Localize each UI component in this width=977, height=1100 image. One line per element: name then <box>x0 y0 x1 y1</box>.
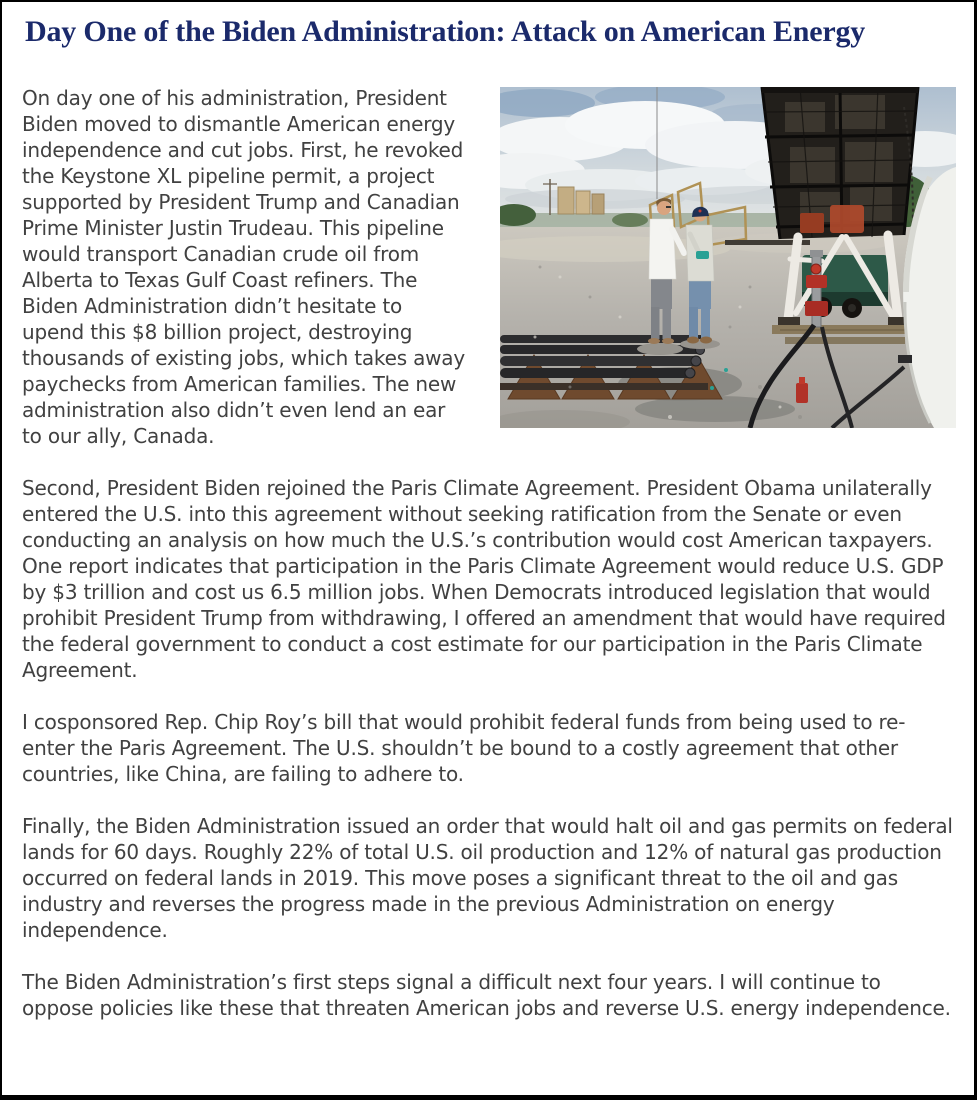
oil-rig-photo-illustration <box>500 87 956 428</box>
page-title: Day One of the Biden Administration: Attack on American Energy <box>25 15 866 48</box>
paragraph-conclusion: The Biden Administration’s first steps signal a difficult next four years. I will continue to oppose policies like these that threaten American jobs and reverse U.S. energy independence. <box>22 969 951 1020</box>
intro-section <box>22 85 956 449</box>
paragraph-chip-roy-bill: I cosponsored Rep. Chip Roy’s bill that would prohibit federal funds from being used to re-enter the Paris Agreement. The U.S. shouldn’t be bound to a costly agreement that other countries, like China, are failing to adhere to. <box>22 709 906 786</box>
paragraph-paris-agreement: Second, President Biden rejoined the Paris Climate Agreement. President Obama unilaterally entered the U.S. into this agreement without seeking ratification from the Senate or even conducting an analysis on how much the U.S.’s contribution would cost American taxpayers. One report indicates that participation in the Paris Climate Agreement would reduce U.S. GDP by $3 trillion and cost us 6.5 million jobs. When Democrats introduced legislation that would prohibit President Trump from withdrawing, I offered an amendment that would have required the federal government to conduct a cost estimate for our participation in the Paris Climate Agreement. <box>22 475 946 682</box>
paragraph-federal-lands: Finally, the Biden Administration issued an order that would halt oil and gas permits on federal lands for 60 days. Roughly 22% of total U.S. oil production and 12% of natural gas production occurred on federal lands in 2019. This move poses a significant threat to the oil and gas industry and reverses the progress made in the previous Administration on energy independence. <box>22 813 953 942</box>
paragraph-day-one: On day one of his administration, President Biden moved to dismantle American energy independence and cut jobs. First, he revoked the Keystone XL pipeline permit, a project supported by President Trump and Canadian Prime Minister Justin Trudeau. This pipeline would transport Canadian crude oil from Alberta to Texas Gulf Coast refiners. The Biden Administration didn’t hesitate to upend this $8 billion project, destroying thousands of existing jobs, which takes away paychecks from American families. The new administration also didn’t even lend an ear to our ally, Canada. <box>22 85 465 448</box>
article-photo <box>500 87 956 428</box>
